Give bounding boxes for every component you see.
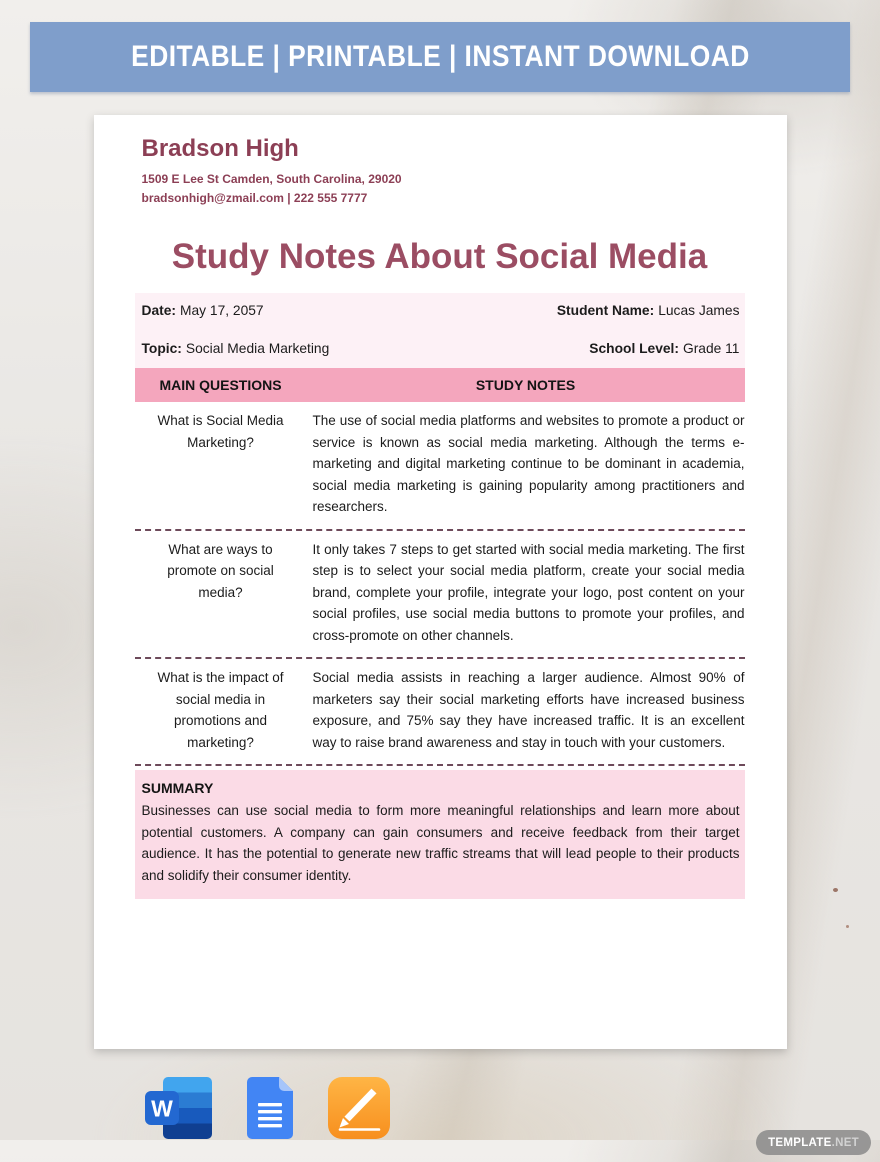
date-label: Date: [141, 303, 176, 318]
table-row [135, 657, 745, 764]
topic-label: Topic: [141, 341, 182, 356]
marble-speck [846, 925, 849, 928]
student-info-block [135, 293, 745, 368]
notes-cell: The use of social media platforms and websites to promote a product or service is known as social media marketing. Although the terms e-marketing and digital marketing continue to be dominant in academia, social media marketing is gaining popularity among practitioners and researchers. [312, 413, 745, 514]
info-student-name [437, 299, 740, 323]
ms-word-icon[interactable] [145, 1077, 212, 1139]
school-level-label: School Level: [589, 341, 679, 356]
student-name-label: Student Name: [556, 303, 655, 318]
apple-pages-icon[interactable] [328, 1077, 390, 1139]
watermark-text-light: .NET [831, 1136, 859, 1149]
topic-value: Social Media Marketing [185, 341, 330, 356]
table-row [135, 529, 745, 658]
question-cell: What is the impact of social media in promotions and marketing? [157, 670, 284, 750]
promo-banner [30, 22, 850, 92]
watermark-text-bold: TEMPLATE [768, 1136, 832, 1149]
template-net-watermark[interactable] [756, 1130, 871, 1155]
column-header-study-notes: STUDY NOTES [475, 377, 576, 393]
google-docs-icon[interactable] [247, 1077, 293, 1139]
promo-banner-text: EDITABLE | PRINTABLE | INSTANT DOWNLOAD [130, 40, 750, 73]
school-name: Bradson High [141, 135, 299, 162]
date-value: May 17, 2057 [180, 303, 264, 318]
notes-cell: Social media assists in reaching a larger audience. Almost 90% of marketers say their social marketing efforts have increased business exposure, and 75% say they have increased traffic. It is an excellent way to raise brand awareness and stay in touch with your customers. [312, 670, 745, 750]
info-school-level [437, 337, 740, 361]
document-page [94, 115, 787, 1049]
notes-table-header [135, 368, 745, 402]
column-header-main-questions: MAIN QUESTIONS [159, 377, 282, 393]
svg-text:W: W [151, 1095, 173, 1122]
question-cell: What is Social Media Marketing? [157, 413, 284, 450]
table-row [135, 402, 745, 529]
school-level-value: Grade 11 [682, 341, 740, 356]
summary-section [135, 770, 745, 899]
page-title: Study Notes About Social Media [171, 237, 708, 276]
school-header [135, 135, 745, 207]
info-topic [135, 337, 438, 361]
notes-cell: It only takes 7 steps to get started with social media marketing. The first step is to select your social media platform, create your social media brand, complete your profile, integrate your logo, post content on your social profiles, use social media buttons to promote your profiles, and cross-promote on other channels. [312, 541, 745, 643]
question-cell: What are ways to promote on social media? [167, 541, 274, 600]
school-contact-line: bradsonhigh@zmail.com | 222 555 7777 [141, 190, 368, 205]
summary-heading: SUMMARY [141, 780, 214, 796]
student-name-value: Lucas James [658, 303, 740, 318]
info-date [135, 299, 438, 323]
school-address-line: 1509 E Lee St Camden, South Carolina, 29020 [141, 172, 402, 186]
dashed-divider [135, 764, 745, 766]
summary-text: Businesses can use social media to form more meaningful relationships and learn more about potential customers. A company can gain consumers and receive feedback from their target audience. It has the potential to generate new traffic streams that will lead people to their products and solidify their consumer identity. [141, 803, 740, 883]
marble-speck [833, 888, 838, 892]
